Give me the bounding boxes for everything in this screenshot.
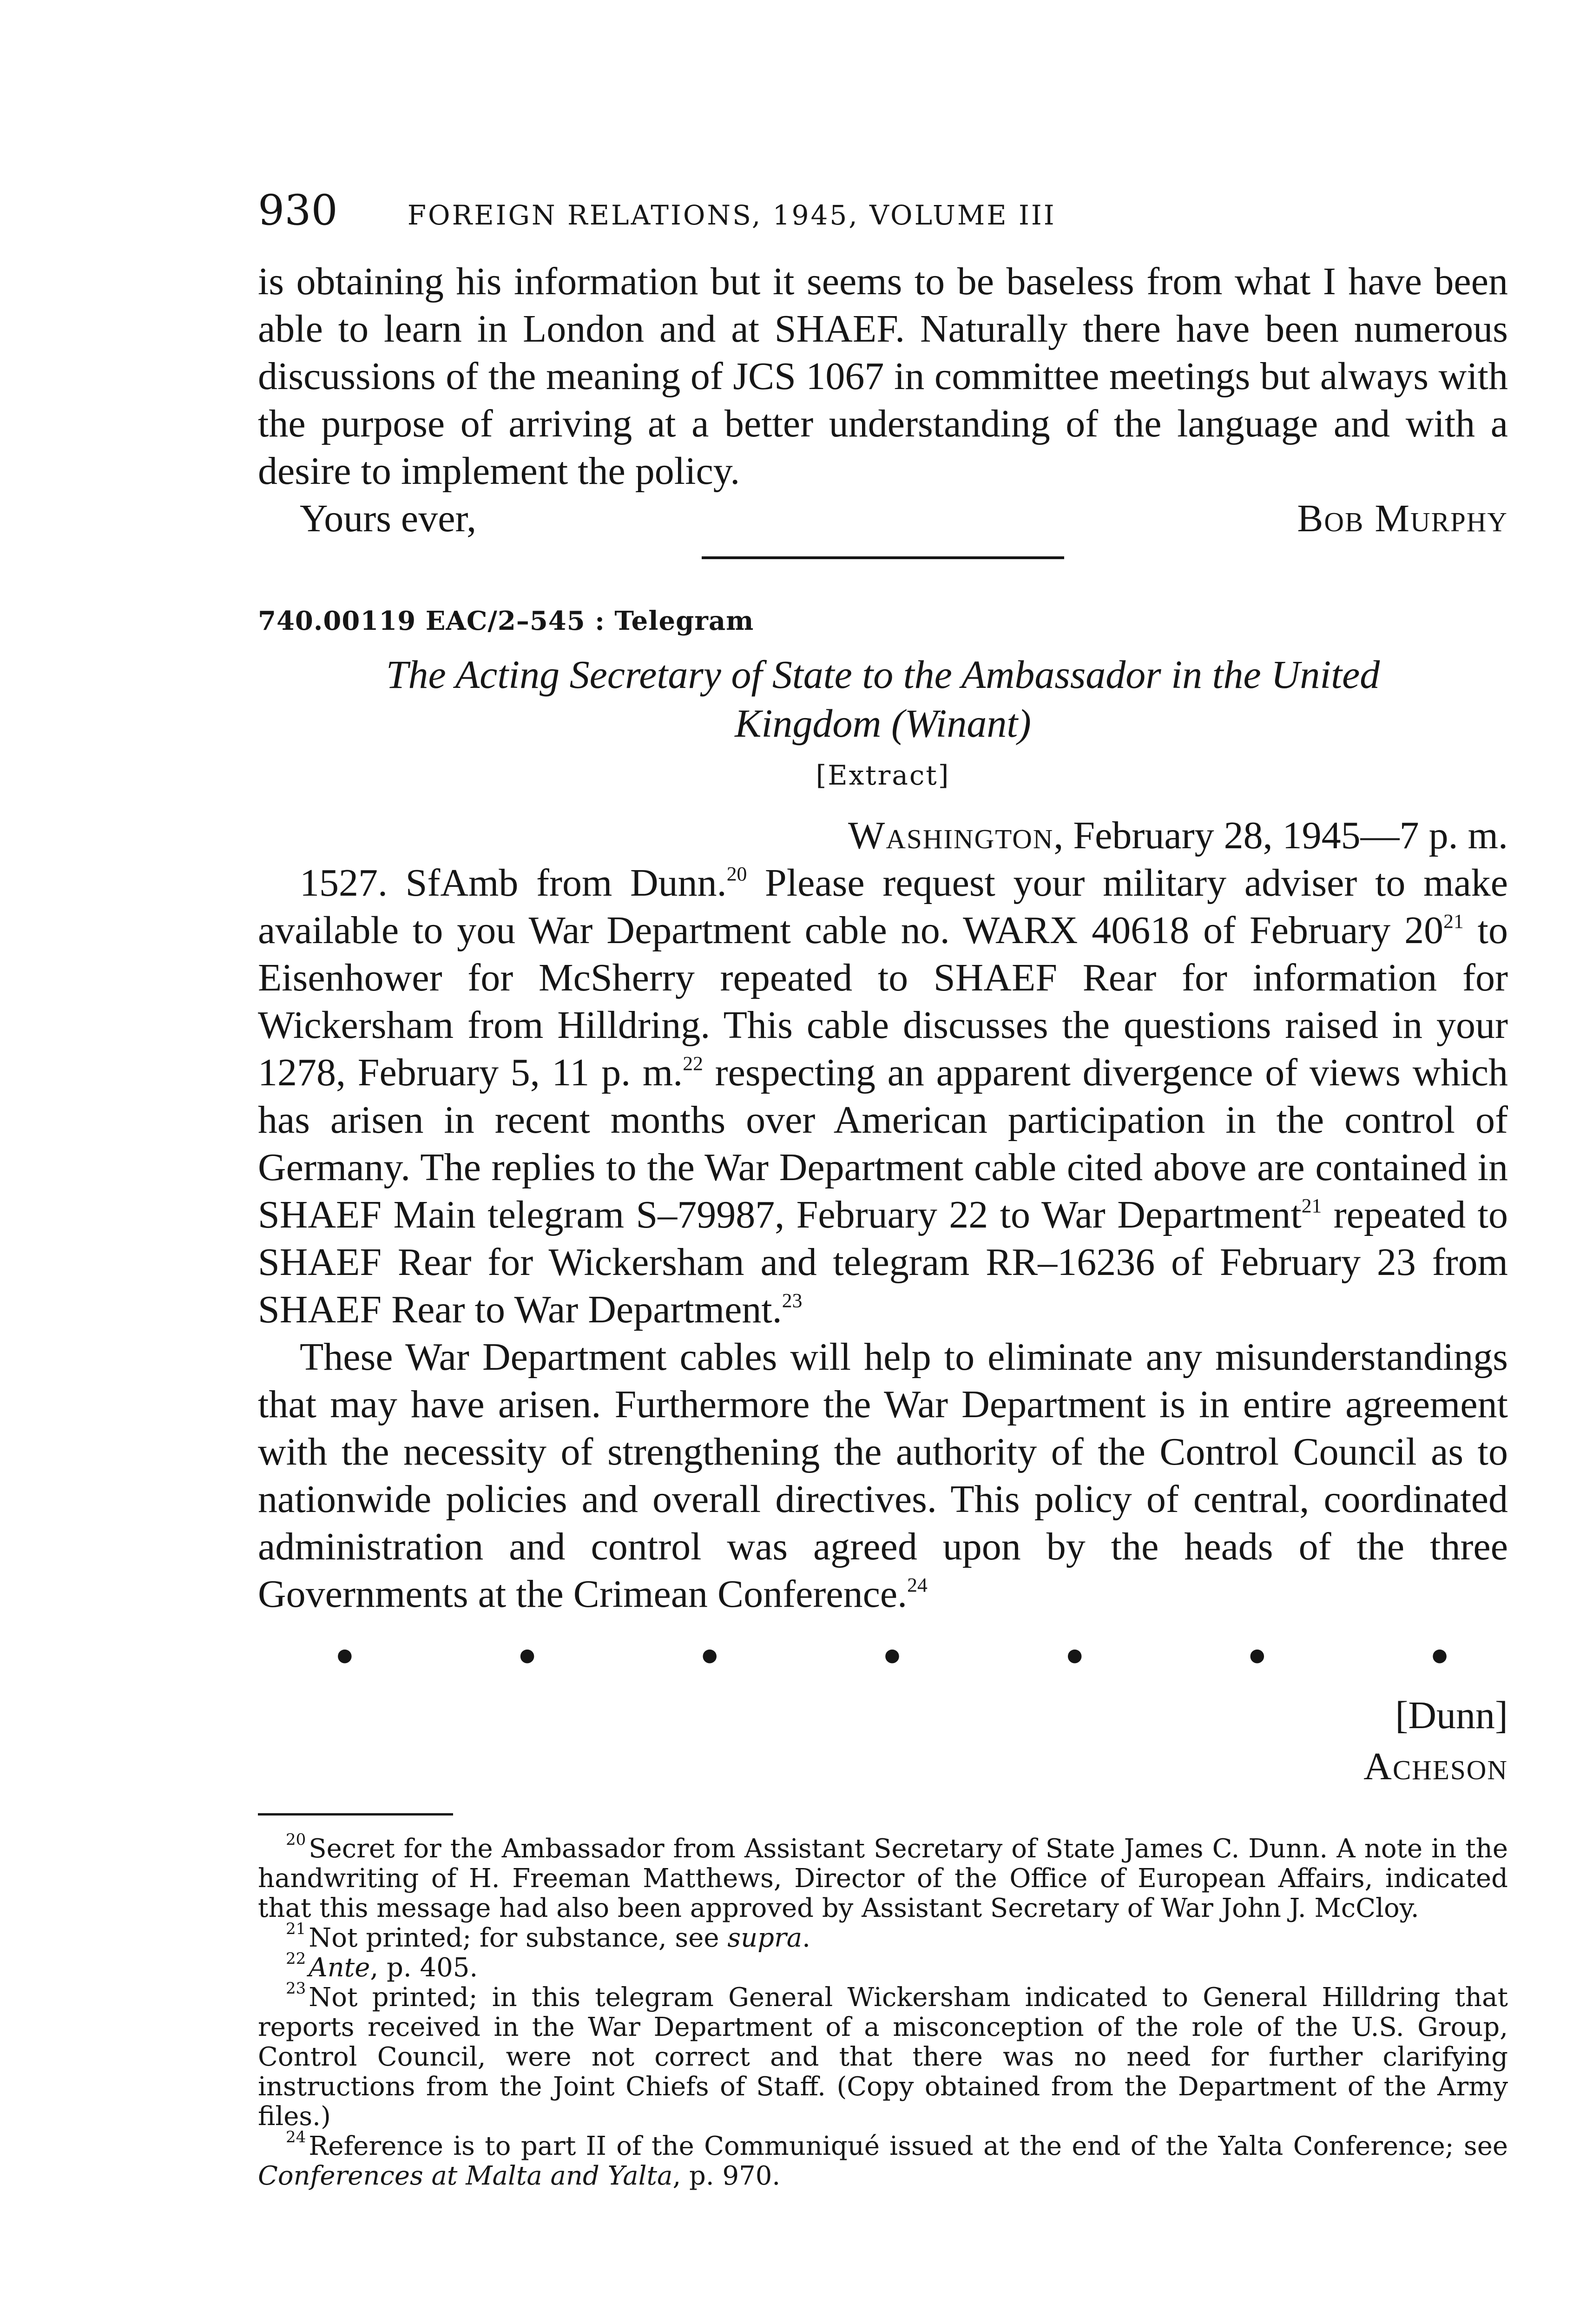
ellipsis-dot: • xyxy=(514,1634,540,1680)
telegram-paragraph-2 xyxy=(258,1334,1508,1618)
dateline xyxy=(258,812,1508,859)
telegram-body xyxy=(258,859,1508,1618)
ellipsis-dot: • xyxy=(697,1634,723,1680)
page-number: 930 xyxy=(258,186,338,235)
dateline-date: , February 28, 1945—7 p. m. xyxy=(1053,814,1508,857)
ellipsis-dot: • xyxy=(1062,1634,1087,1680)
footnote-divider xyxy=(258,1813,453,1816)
footnote-22 xyxy=(258,1949,1508,1983)
text-run: to Eisenhower for McSherry repeated to SHAEF Rear for information for Wickersham from Hilldring. This cable discusses the questions raised in your 1278, February 5, 11 p. m. xyxy=(258,909,1508,1094)
footnote-23 xyxy=(258,1979,1508,2132)
running-title: FOREIGN RELATIONS, 1945, VOLUME III xyxy=(407,199,1056,231)
footnote-text-after: , p. 405. xyxy=(370,1953,478,1983)
document-title-line-2: Kingdom (Winant) xyxy=(735,701,1031,746)
footnote-text-after: , p. 970. xyxy=(672,2161,781,2191)
text-run: 1527. SfAmb from Dunn. xyxy=(300,861,727,905)
omission-ellipsis xyxy=(258,1634,1508,1685)
footnote-ref[interactable]: 21 xyxy=(1443,910,1464,933)
letter-closing xyxy=(258,495,1508,542)
footnote-emphasis: supra xyxy=(727,1923,803,1953)
footnote-text: Not printed; for substance, see xyxy=(309,1923,728,1953)
footnote-text: Reference is to part II of the Communiqué issued at the end of the Yalta Conference; see xyxy=(309,2131,1508,2161)
ellipsis-dot: • xyxy=(1427,1634,1452,1680)
footnote-number: 20 xyxy=(286,1830,306,1849)
footnote-number: 21 xyxy=(286,1919,306,1938)
dateline-place: Washington xyxy=(848,814,1054,857)
footnote-number: 23 xyxy=(286,1979,306,1998)
footnotes xyxy=(258,1830,1508,2191)
continued-letter xyxy=(258,258,1508,495)
footnote-ref[interactable]: 22 xyxy=(683,1052,703,1075)
page xyxy=(258,186,1508,2191)
text-run: repeated to SHAEF Rear for Wickersham and telegram RR–16236 of February 23 from SHAEF Rear to War Department. xyxy=(258,1193,1508,1331)
closing-salutation: Yours ever, xyxy=(300,497,477,540)
running-header xyxy=(258,186,1508,235)
footnote-24 xyxy=(258,2127,1508,2191)
footnote-text-after: . xyxy=(802,1923,810,1953)
telegram-paragraph-1 xyxy=(258,859,1508,1334)
footnote-text: Secret for the Ambassador from Assistant Secretary of State James C. Dunn. A note in the handwriting of H. Freeman Matthews, Director of the Office of European Affairs, indicated that this message had also been approved by Assistant Secretary of War John J. McCloy. xyxy=(258,1834,1508,1923)
text-run: respecting an apparent divergence of views which has arisen in recent months over American participation in the control of Germany. The replies to the War Department cable cited above are contained in SHAEF Main telegram S–79987, February 22 to War Department xyxy=(258,1051,1508,1236)
footnote-emphasis: Ante xyxy=(309,1953,370,1983)
letter-paragraph: is obtaining his information but it seems to be baseless from what I have been able to learn in London and at SHAEF. Naturally there have been numerous discussions of the meaning of JCS 1067 in committee meetings but always with the purpose of arriving at a better understanding of the language and with a desire to implement the policy. xyxy=(258,260,1508,493)
letter-signer: Bob Murphy xyxy=(1297,497,1508,540)
footnote-emphasis: Conferences at Malta and Yalta xyxy=(258,2161,673,2191)
footnote-ref[interactable]: 24 xyxy=(907,1574,928,1597)
file-reference: 740.00119 EAC/2–545 : Telegram xyxy=(258,606,754,636)
footnote-ref[interactable]: 23 xyxy=(782,1289,803,1312)
text-run: Please request your military adviser to make available to you War Department cable no. WARX 40618 of February 20 xyxy=(258,861,1508,952)
footnote-ref[interactable]: 20 xyxy=(726,863,747,885)
document-title xyxy=(258,650,1508,748)
ellipsis-dot: • xyxy=(880,1634,905,1680)
footnote-text: Not printed; in this telegram General Wickersham indicated to General Hilldring that reports received in the War Department of a misconception of the role of the U.S. Group, Control Council, were not correct and that there was no need for further clarifying instructions from the Joint Chiefs of Staff. (Copy obtained from the Department of the Army files.) xyxy=(258,1982,1508,2132)
document-title-line-1: The Acting Secretary of State to the Ambassador in the United xyxy=(386,652,1380,697)
telegram-signer: Acheson xyxy=(1363,1745,1508,1788)
footnote-21 xyxy=(258,1919,1508,1953)
footnote-number: 24 xyxy=(286,2127,306,2146)
extract-tag: [Extract] xyxy=(816,759,950,791)
ellipsis-dot: • xyxy=(1244,1634,1270,1680)
footnote-ref[interactable]: 21 xyxy=(1301,1195,1322,1217)
bracket-signer: [Dunn] xyxy=(1395,1694,1508,1737)
ellipsis-dot: • xyxy=(332,1634,357,1680)
section-divider xyxy=(702,556,1064,559)
footnote-number: 22 xyxy=(286,1949,306,1968)
footnote-20 xyxy=(258,1830,1508,1923)
signature-block xyxy=(258,1690,1508,1792)
text-run: These War Department cables will help to eliminate any misunderstandings that may have arisen. Furthermore the War Department is in entire agreement with the necessity of strengthening the authority of the Control Council as to nationwide policies and overall directives. This policy of central, coordinated administration and control was agreed upon by the heads of the three Governments at the Crimean Conference. xyxy=(258,1335,1508,1616)
